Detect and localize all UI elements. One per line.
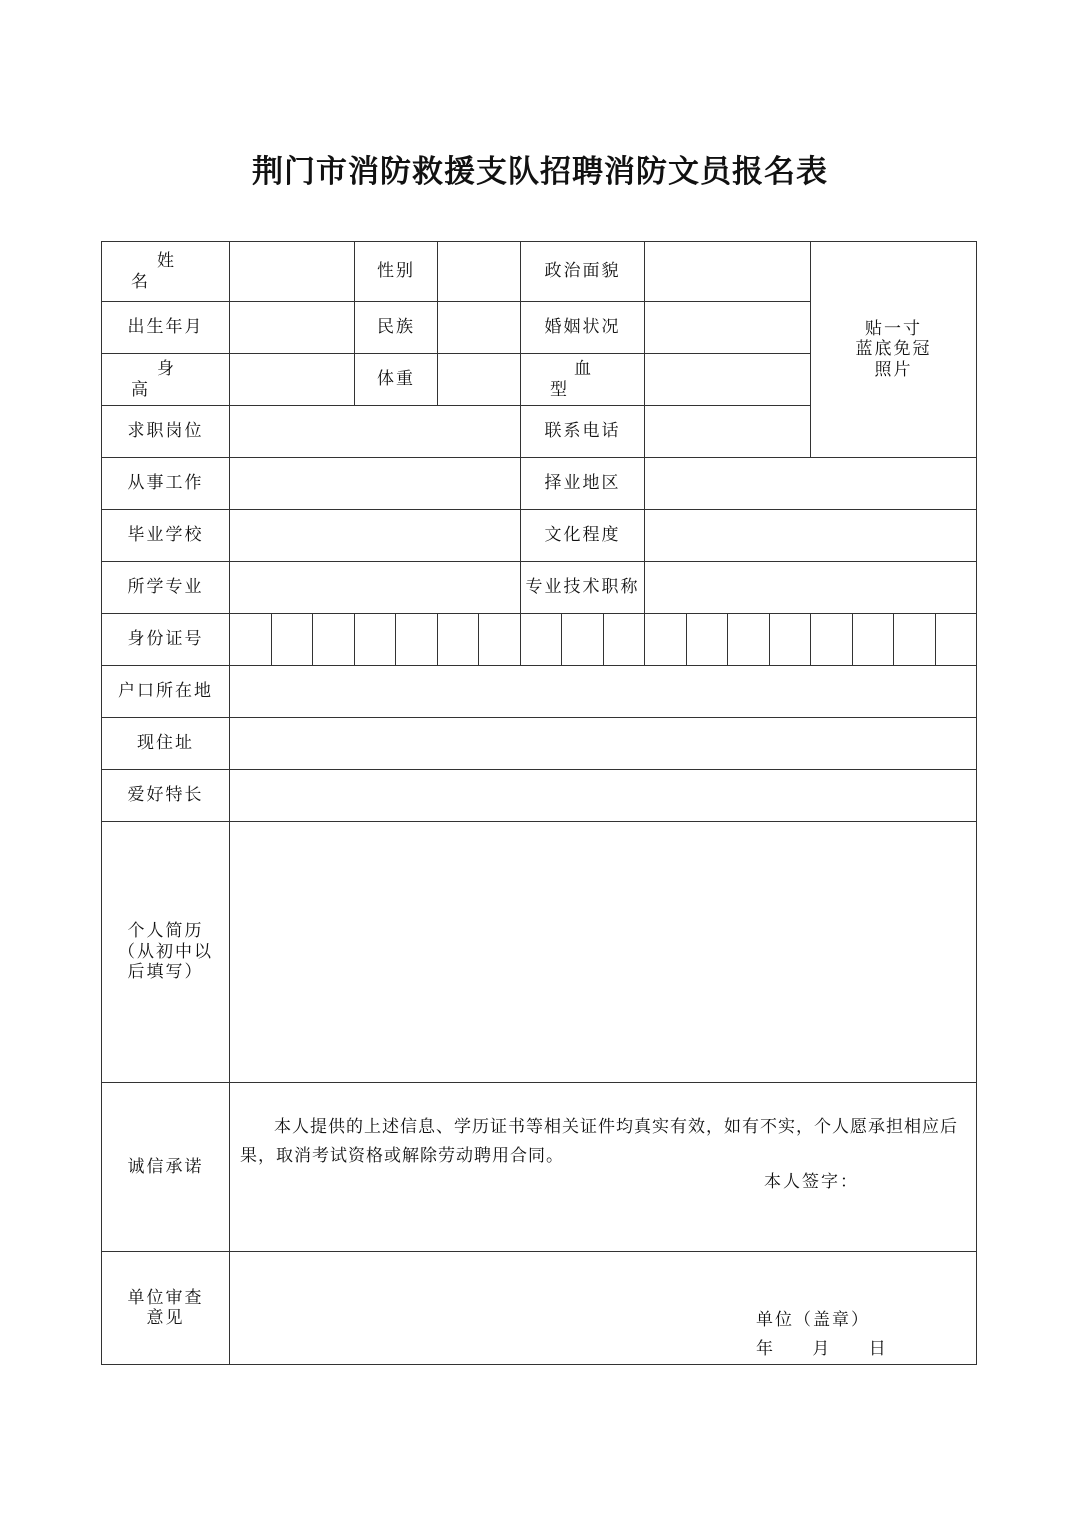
- marital-label: 婚姻状况: [521, 302, 645, 354]
- resume-field[interactable]: [230, 822, 977, 1083]
- gender-field[interactable]: [438, 242, 521, 302]
- school-field[interactable]: [230, 510, 521, 562]
- review-label-1: 单位审查: [127, 1287, 204, 1308]
- id-digit-box[interactable]: [728, 614, 770, 666]
- id-digit-box[interactable]: [479, 614, 521, 666]
- signature-label: 本人签字：: [764, 1172, 859, 1192]
- id-digit-box[interactable]: [770, 614, 811, 666]
- work-label: 从事工作: [102, 458, 230, 510]
- address-label: 现住址: [102, 718, 230, 770]
- major-label: 所学专业: [102, 562, 230, 614]
- blood-label: 血型: [521, 354, 645, 406]
- id-digit-box[interactable]: [438, 614, 479, 666]
- resume-label-1: 个人简历: [127, 921, 204, 942]
- pledge-cell: [230, 1083, 977, 1252]
- school-label: 毕业学校: [102, 510, 230, 562]
- professional-title-field[interactable]: [645, 562, 977, 614]
- education-label: 文化程度: [521, 510, 645, 562]
- date-label: 年 月 日: [756, 1339, 888, 1359]
- id-number-label: 身份证号: [102, 614, 230, 666]
- review-cell[interactable]: [230, 1252, 977, 1365]
- ethnicity-label: 民族: [355, 302, 438, 354]
- weight-label: 体重: [355, 354, 438, 406]
- pledge-text: 本人提供的上述信息、学历证书等相关证件均真实有效，如有不实，个人愿承担相应后果，取消考试资格或解除劳动聘用合同。: [240, 1117, 958, 1166]
- address-field[interactable]: [230, 718, 977, 770]
- id-digit-box[interactable]: [562, 614, 604, 666]
- name-field[interactable]: [230, 242, 355, 302]
- gender-label: 性别: [355, 242, 438, 302]
- form-title: 荆门市消防救援支队招聘消防文员报名表: [252, 154, 828, 190]
- registration-form: [101, 241, 977, 1365]
- phone-field[interactable]: [645, 406, 811, 458]
- id-digit-box[interactable]: [936, 614, 977, 666]
- id-digit-box[interactable]: [853, 614, 894, 666]
- position-field[interactable]: [230, 406, 521, 458]
- political-field[interactable]: [645, 242, 811, 302]
- height-label: 身高: [102, 354, 230, 406]
- major-field[interactable]: [230, 562, 521, 614]
- resume-label-2: （从初中以: [118, 941, 213, 962]
- id-digit-box[interactable]: [687, 614, 728, 666]
- weight-field[interactable]: [438, 354, 521, 406]
- marital-field[interactable]: [645, 302, 811, 354]
- id-digit-box[interactable]: [894, 614, 936, 666]
- id-digit-box[interactable]: [645, 614, 687, 666]
- work-field[interactable]: [230, 458, 521, 510]
- review-label: [102, 1252, 230, 1365]
- id-digit-box[interactable]: [521, 614, 562, 666]
- photo-text-3: 照片: [874, 359, 913, 380]
- education-field[interactable]: [645, 510, 977, 562]
- review-label-2: 意见: [146, 1308, 185, 1328]
- height-field[interactable]: [230, 354, 355, 406]
- region-field[interactable]: [645, 458, 977, 510]
- id-digit-box[interactable]: [230, 614, 272, 666]
- hukou-field[interactable]: [230, 666, 977, 718]
- hobby-label: 爱好特长: [102, 770, 230, 822]
- professional-title-label: 专业技术职称: [521, 562, 645, 614]
- id-digit-box[interactable]: [355, 614, 396, 666]
- id-digit-box[interactable]: [604, 614, 645, 666]
- hobby-field[interactable]: [230, 770, 977, 822]
- hukou-label: 户口所在地: [102, 666, 230, 718]
- id-digit-box[interactable]: [272, 614, 313, 666]
- birth-field[interactable]: [230, 302, 355, 354]
- birth-label: 出生年月: [102, 302, 230, 354]
- resume-label-3: 后填写）: [127, 962, 204, 983]
- region-label: 择业地区: [521, 458, 645, 510]
- photo-text-2: 蓝底免冠: [855, 339, 932, 360]
- ethnicity-field[interactable]: [438, 302, 521, 354]
- position-label: 求职岗位: [102, 406, 230, 458]
- photo-text-1: 贴一寸: [865, 318, 923, 339]
- stamp-label: 单位（盖章）: [756, 1310, 870, 1330]
- resume-label: [102, 822, 230, 1083]
- name-label: 姓名: [102, 242, 230, 302]
- id-digit-box[interactable]: [811, 614, 853, 666]
- pledge-label: 诚信承诺: [102, 1083, 230, 1252]
- id-digit-box[interactable]: [313, 614, 355, 666]
- id-digit-box[interactable]: [396, 614, 438, 666]
- blood-field[interactable]: [645, 354, 811, 406]
- political-label: 政治面貌: [521, 242, 645, 302]
- phone-label: 联系电话: [521, 406, 645, 458]
- photo-box: [811, 242, 977, 458]
